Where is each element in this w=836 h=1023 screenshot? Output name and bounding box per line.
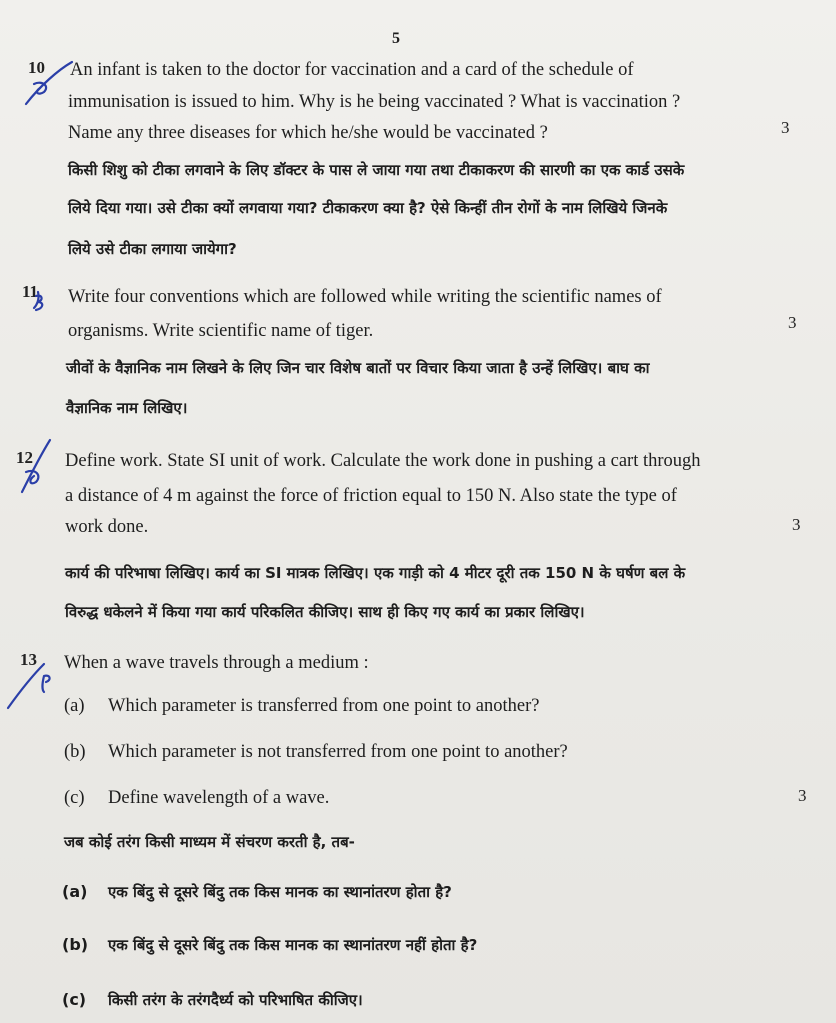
option-label: (b) — [62, 935, 89, 954]
hindi-text-line: जीवों के वैज्ञानिक नाम लिखने के लिए जिन चार विशेष बातों पर विचार किया जाता है उन्हें लिखिए। बाघ का — [66, 359, 650, 377]
question-text-line: immunisation is issued to him. Why is he being vaccinated ? What is vaccination ? — [68, 92, 681, 112]
question-text-line: work done. — [65, 517, 149, 537]
option-text: Which parameter is not transferred from one point to another? — [108, 742, 568, 762]
question-number: 13 — [20, 650, 37, 669]
ink-mark — [26, 471, 38, 483]
marks-label: 3 — [781, 118, 790, 137]
hindi-text-line: जब कोई तरंग किसी माध्यम में संचरण करती है, तब- — [64, 833, 355, 851]
question-number: 12 — [16, 448, 33, 467]
option-label: (b) — [64, 742, 86, 762]
ink-mark — [34, 83, 46, 94]
question-text-line: organisms. Write scientific name of tiger. — [68, 321, 374, 341]
question-number: 11 — [22, 282, 39, 301]
page-number: 5 — [392, 30, 400, 47]
marks-label: 3 — [798, 786, 807, 805]
option-text: Which parameter is transferred from one point to another? — [108, 696, 540, 716]
marks-label: 3 — [788, 313, 797, 332]
hindi-text-line: लिये उसे टीका लगाया जायेगा? — [68, 240, 237, 258]
option-text: एक बिंदु से दूसरे बिंदु तक किस मानक का स्थानांतरण होता है? — [108, 883, 452, 901]
option-label: (a) — [64, 696, 85, 716]
question-text-line: Write four conventions which are followed while writing the scientific names of — [68, 287, 662, 307]
hindi-text-line: कार्य की परिभाषा लिखिए। कार्य का SI मात्रक लिखिए। एक गाड़ी को 4 मीटर दूरी तक 150 N के घर्षण बल के — [65, 564, 686, 582]
ink-mark — [8, 664, 44, 708]
option-text: किसी तरंग के तरंगदैर्ध्य को परिभाषित कीजिए। — [108, 991, 363, 1009]
hindi-text-line: लिये दिया गया। उसे टीका क्यों लगवाया गया? टीकाकरण क्या है? ऐसे किन्हीं तीन रोगों के नाम लिखिये जिनके — [68, 199, 668, 217]
question-text-line: Define work. State SI unit of work. Calculate the work done in pushing a cart through — [65, 451, 701, 471]
option-label: (c) — [62, 990, 87, 1009]
option-label: (c) — [64, 788, 85, 808]
question-text-line: Name any three diseases for which he/she would be vaccinated ? — [68, 123, 548, 143]
question-text-line: An infant is taken to the doctor for vaccination and a card of the schedule of — [70, 60, 634, 80]
option-text: Define wavelength of a wave. — [108, 788, 330, 808]
question-number: 10 — [28, 58, 45, 77]
question-text-line: a distance of 4 m against the force of friction equal to 150 N. Also state the type of — [65, 486, 677, 506]
question-text-line: When a wave travels through a medium : — [64, 653, 369, 673]
option-label: (a) — [62, 882, 88, 901]
ink-mark — [43, 676, 50, 692]
hindi-text-line: किसी शिशु को टीका लगवाने के लिए डॉक्टर के पास ले जाया गया तथा टीकाकरण की सारणी का एक कार्ड उसके — [68, 161, 685, 179]
hindi-text-line: विरुद्ध धकेलने में किया गया कार्य परिकलित कीजिए। साथ ही किए गए कार्य का प्रकार लिखिए। — [65, 603, 585, 621]
option-text: एक बिंदु से दूसरे बिंदु तक किस मानक का स्थानांतरण नहीं होता है? — [108, 936, 478, 954]
marks-label: 3 — [792, 515, 801, 534]
hindi-text-line: वैज्ञानिक नाम लिखिए। — [66, 399, 188, 417]
